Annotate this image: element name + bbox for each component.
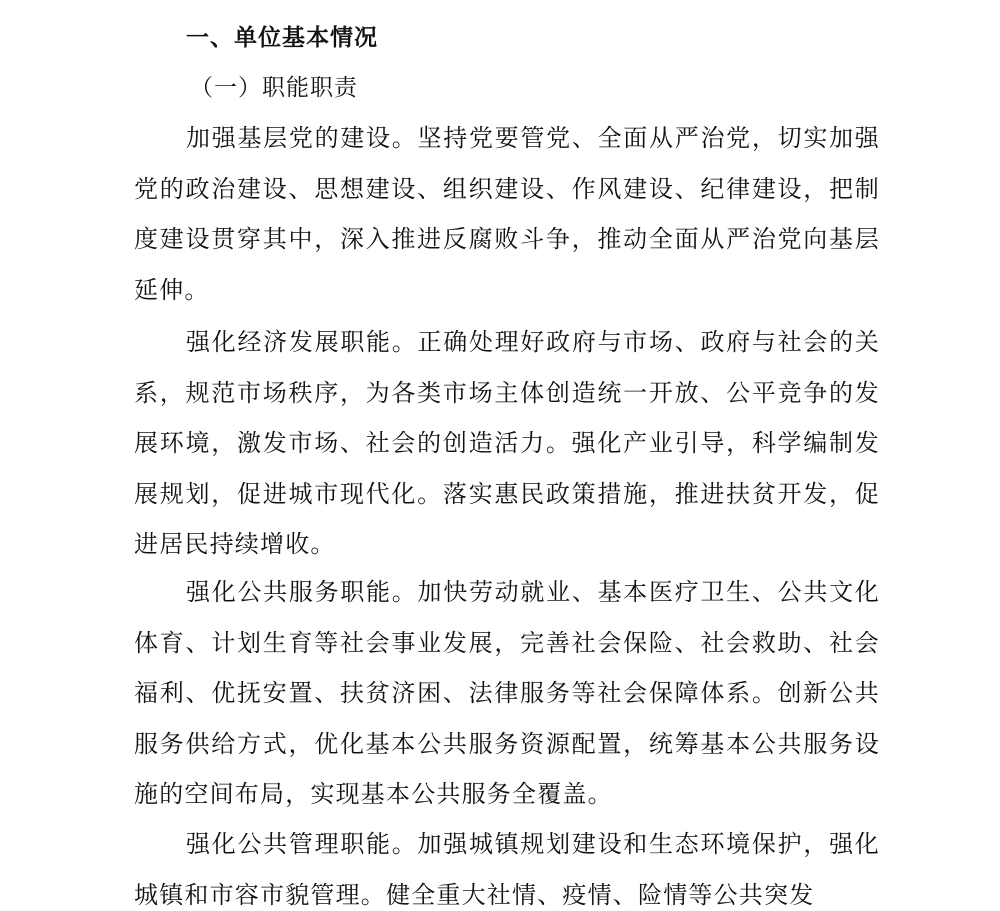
paragraph-public-service: 强化公共服务职能。加快劳动就业、基本医疗卫生、公共文化体育、计划生育等社会事业发展，完善社会保险、社会救助、社会福利、优抚安置、扶贫济困、法律服务等社会保障体系。创新公共服务供给方式，优化基本公共服务资源配置，统筹基本公共服务设施的空间布局，实现基本公共服务全覆盖。 xyxy=(134,578,880,808)
section-heading: 一、单位基本情况 xyxy=(186,25,378,51)
subsection-heading: （一）职能职责 xyxy=(190,75,358,101)
paragraph-economic-development: 强化经济发展职能。正确处理好政府与市场、政府与社会的关系，规范市场秩序，为各类市场主体创造统一开放、公平竞争的发展环境，激发市场、社会的创造活力。强化产业引导，科学编制发展规划，促进城市现代化。落实惠民政策措施，推进扶贫开发，促进居民持续增收。 xyxy=(134,328,880,558)
paragraph-public-management: 强化公共管理职能。加强城镇规划建设和生态环境保护，强化城镇和市容市貌管理。健全重大社情、疫情、险情等公共突发 xyxy=(134,830,880,909)
paragraph-party-building: 加强基层党的建设。坚持党要管党、全面从严治党，切实加强党的政治建设、思想建设、组织建设、作风建设、纪律建设，把制度建设贯穿其中，深入推进反腐败斗争，推动全面从严治党向基层延伸。 xyxy=(134,124,880,304)
